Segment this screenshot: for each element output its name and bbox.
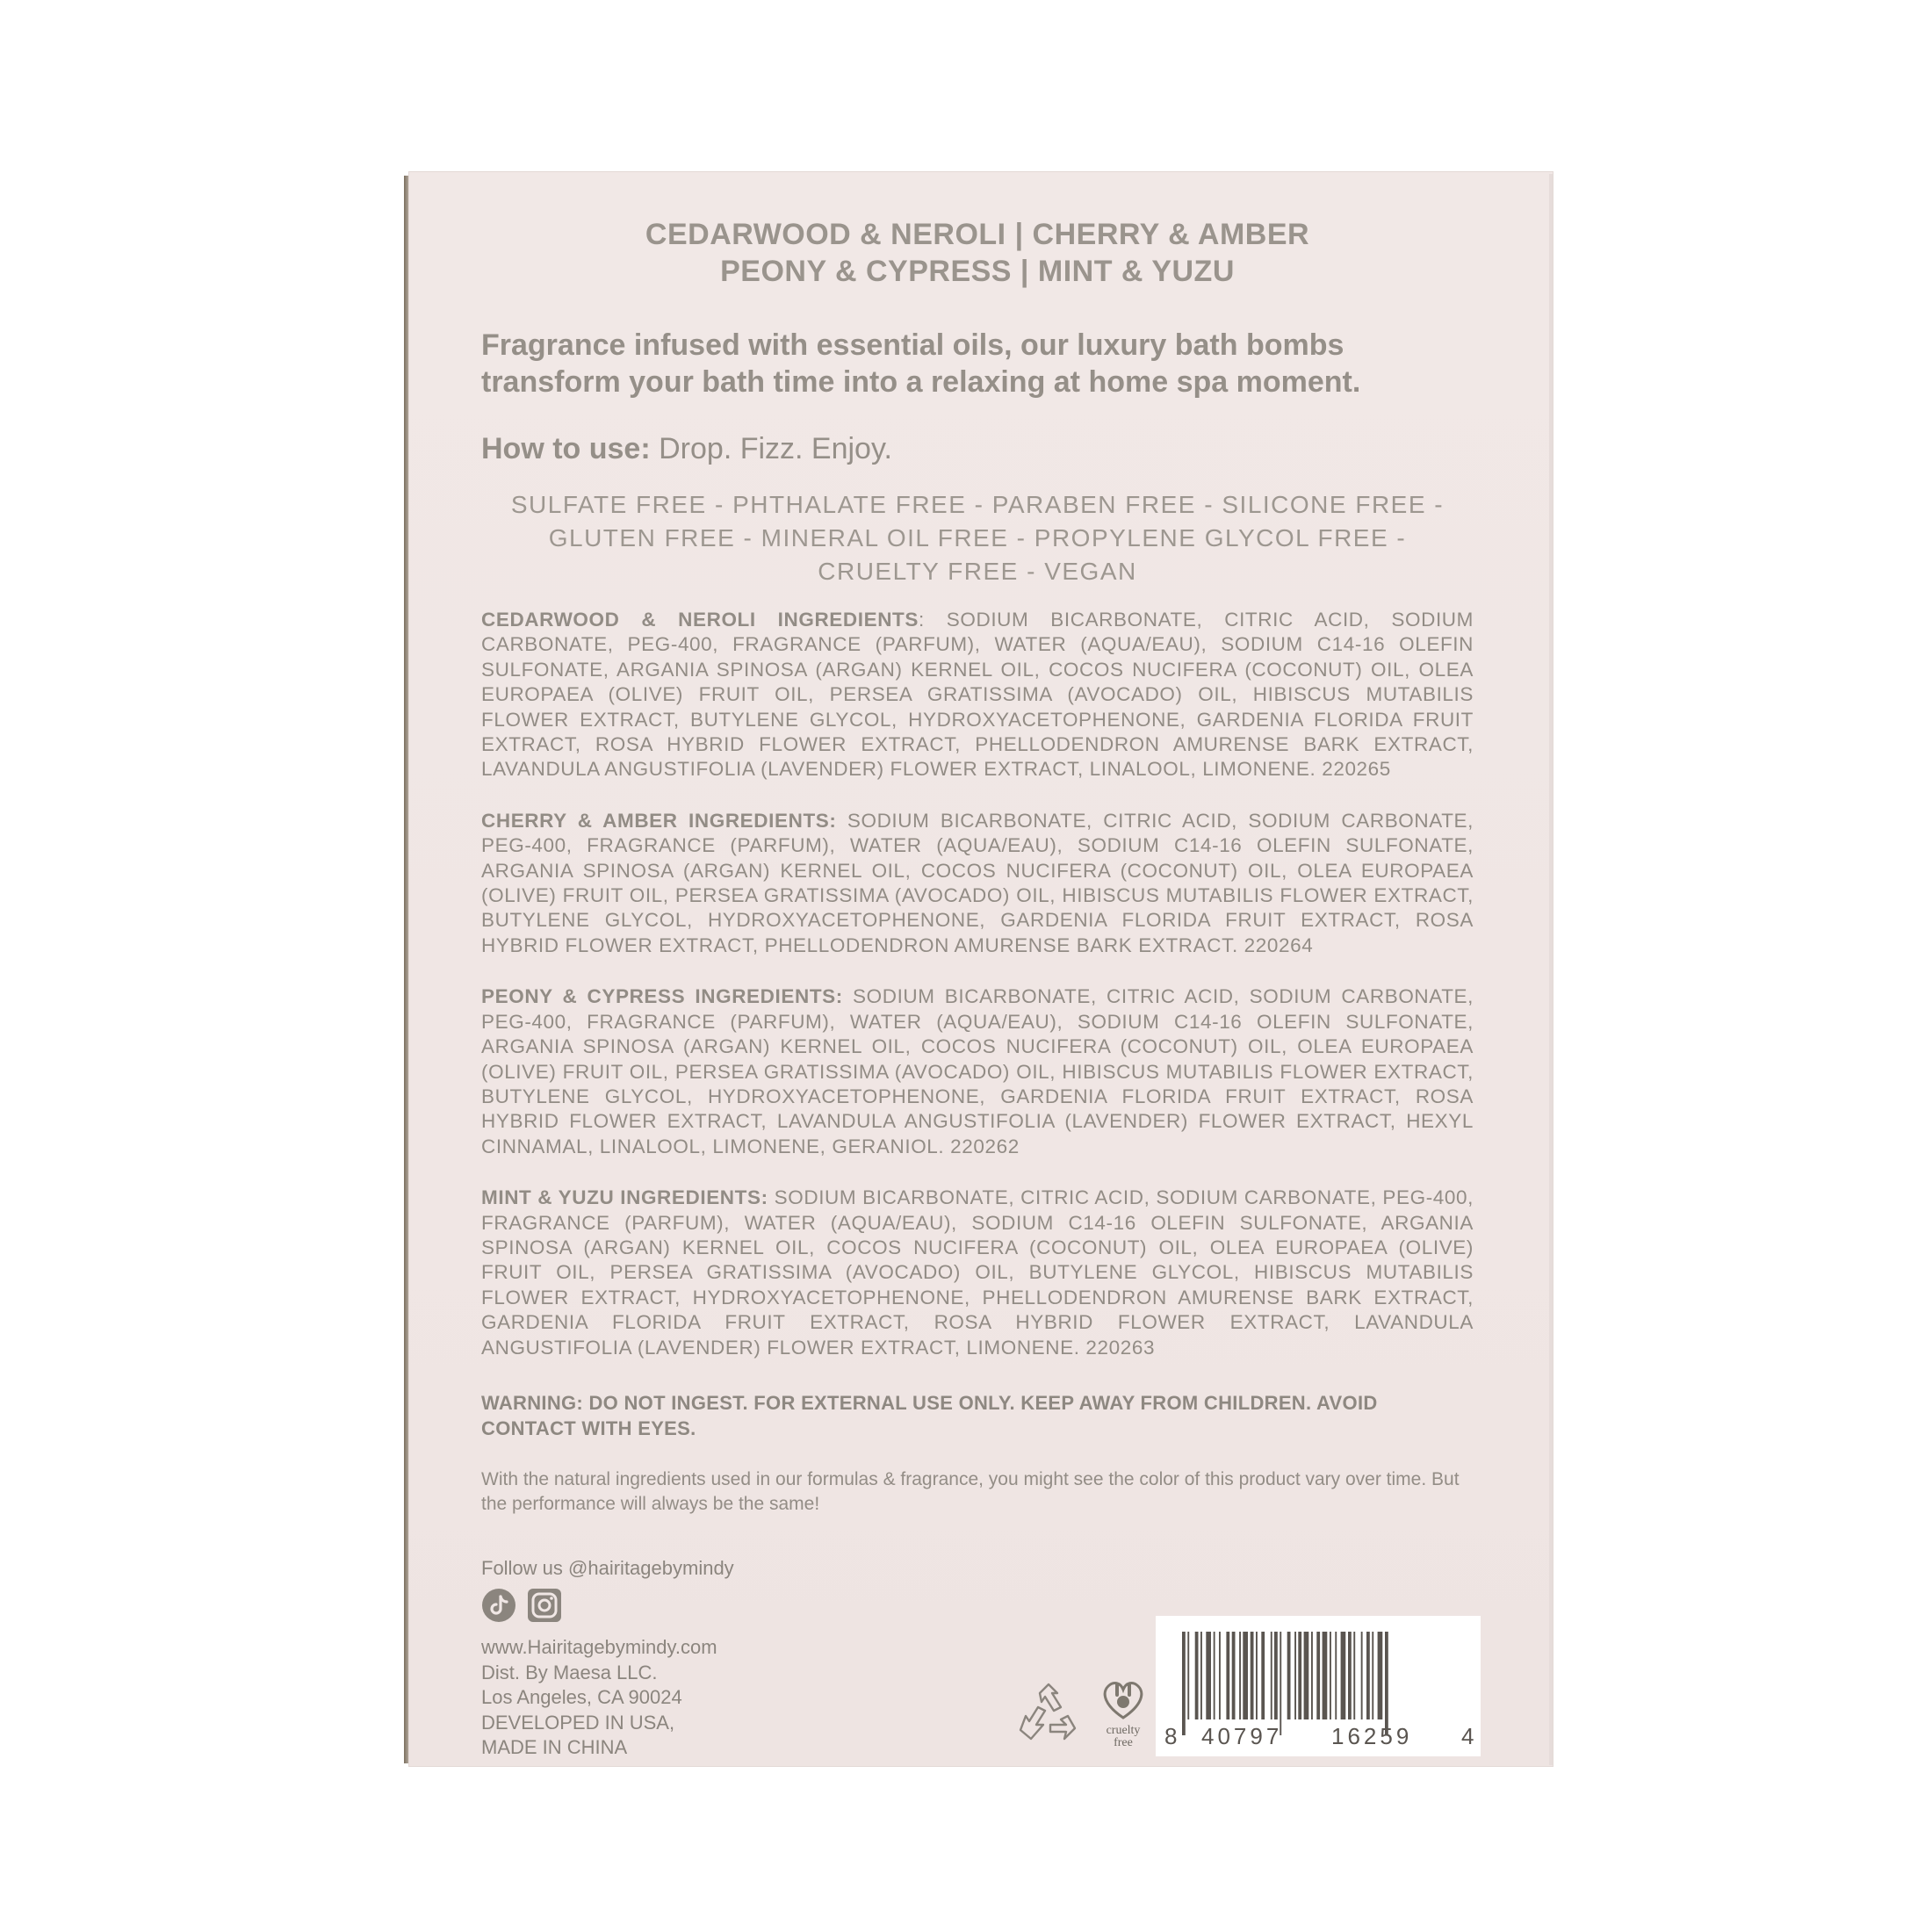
made-in: MADE IN CHINA — [481, 1736, 628, 1758]
barcode-bar — [1294, 1632, 1296, 1719]
barcode-bar — [1206, 1632, 1211, 1719]
barcode-bar — [1274, 1632, 1278, 1719]
recycle-icon — [1015, 1681, 1082, 1748]
barcode-bar — [1243, 1632, 1248, 1719]
barcode-bar — [1298, 1632, 1301, 1719]
free-from-line-2: GLUTEN FREE - MINERAL OIL FREE - PROPYLENE GLYCOL FREE - — [548, 524, 1407, 551]
ingredients-cedarwood-neroli — [481, 608, 1474, 782]
barcode-last-digit: 4 — [1461, 1723, 1474, 1749]
barcode-bar — [1361, 1632, 1363, 1719]
barcode-bar — [1348, 1632, 1352, 1719]
developed-in: DEVELOPED IN USA, — [481, 1711, 675, 1734]
follow-us: Follow us @hairitagebymindy — [481, 1557, 734, 1579]
barcode-bar — [1261, 1632, 1265, 1719]
product-box-back — [409, 172, 1553, 1766]
ingredients-cherry-amber — [481, 809, 1474, 958]
barcode-bar — [1271, 1632, 1272, 1719]
city: Los Angeles, CA 90024 — [481, 1686, 682, 1708]
ingredients-mint-yuzu — [481, 1186, 1474, 1360]
barcode — [1156, 1616, 1481, 1756]
scent-list — [481, 216, 1474, 290]
barcode-bar — [1239, 1632, 1241, 1719]
ingredients-text: SODIUM BICARBONATE, CITRIC ACID, SODIUM CARBONATE, PEG-400, FRAGRANCE (PARFUM), WATER (AQUA/EAU), SODIUM C14-16 OLEFIN SULFONATE, ARGANIA SPINOSA (ARGAN) KERNEL OIL, COCOS NUCIFERA (COCONUT) OIL, OLEA EUROPAEA (OLIVE) FRUIT OIL, PERSEA GRATISSIMA (AVOCADO) OIL, BUTYLENE GLYCOL, HIBISCUS MUTABILIS FLOWER EXTRACT, HYDROXYACETOPHENONE, PHELLODENDRON AMURENSE BARK EXTRACT, GARDENIA FLORIDA FRUIT EXTRACT, ROSA HYBRID FLOWER EXTRACT, LAVANDULA ANGUSTIFOLIA (LAVENDER) FLOWER EXTRACT, LIMONENE. 220263 — [481, 1186, 1474, 1359]
distributor: Dist. By Maesa LLC. — [481, 1661, 658, 1683]
free-from-line-1: SULFATE FREE - PHTHALATE FREE - PARABEN FREE - SILICONE FREE - — [510, 491, 1445, 518]
barcode-bar — [1251, 1632, 1254, 1719]
cruelty-free-badge — [1096, 1674, 1150, 1753]
barcode-bar — [1287, 1632, 1291, 1719]
barcode-bar — [1280, 1632, 1281, 1735]
cruelty-line-2: free — [1114, 1736, 1133, 1749]
instagram-icon — [527, 1588, 562, 1623]
barcode-digits — [1156, 1723, 1481, 1751]
box-right-edge — [1549, 174, 1553, 1765]
barcode-bar — [1226, 1632, 1229, 1719]
barcode-bar — [1219, 1632, 1221, 1719]
barcode-right-group: 16259 — [1331, 1723, 1413, 1749]
barcode-bar — [1256, 1632, 1258, 1719]
barcode-bar — [1353, 1632, 1355, 1719]
barcode-bar — [1316, 1632, 1320, 1719]
ingredients-label: CEDARWOOD & NEROLI INGREDIENTS — [481, 609, 919, 631]
barcode-bar — [1366, 1632, 1370, 1719]
ingredients-label: CHERRY & AMBER INGREDIENTS: — [481, 809, 837, 832]
barcode-left-group: 40797 — [1201, 1723, 1283, 1749]
barcode-bar — [1182, 1632, 1186, 1735]
label-content — [481, 216, 1474, 1517]
barcode-bar — [1200, 1632, 1202, 1719]
scent-line-2: PEONY & CYPRESS | MINT & YUZU — [720, 255, 1235, 288]
ingredients-text: SODIUM BICARBONATE, CITRIC ACID, SODIUM CARBONATE, PEG-400, FRAGRANCE (PARFUM), WATER (AQUA/EAU), SODIUM C14-16 OLEFIN SULFONATE, ARGANIA SPINOSA (ARGAN) KERNEL OIL, COCOS NUCIFERA (COCONUT) OIL, OLEA EUROPAEA (OLIVE) FRUIT OIL, PERSEA GRATISSIMA (AVOCADO) OIL, HIBISCUS MUTABILIS FLOWER EXTRACT, BUTYLENE GLYCOL, HYDROXYACETOPHENONE, GARDENIA FLORIDA FRUIT EXTRACT, ROSA HYBRID FLOWER EXTRACT, LAVANDULA ANGUSTIFOLIA (LAVENDER) FLOWER EXTRACT, HEXYL CINNAMAL, LINALOOL, LIMONENE, GERANIOL. 220262 — [481, 985, 1474, 1157]
barcode-bar — [1385, 1632, 1388, 1735]
barcode-bar — [1195, 1632, 1199, 1719]
cruelty-line-1: cruelty — [1106, 1724, 1141, 1737]
company-info — [481, 1635, 717, 1761]
barcode-bar — [1323, 1632, 1328, 1719]
free-from-line-3: CRUELTY FREE - VEGAN — [818, 558, 1137, 585]
barcode-bar — [1214, 1632, 1215, 1719]
tiktok-icon — [481, 1588, 516, 1623]
website: www.Hairitagebymindy.com — [481, 1636, 717, 1658]
how-to-use — [481, 430, 1474, 467]
barcode-bar — [1378, 1632, 1383, 1719]
barcode-bar — [1341, 1632, 1346, 1719]
barcode-bar — [1232, 1632, 1236, 1719]
tagline: Fragrance infused with essential oils, our luxury bath bombs transform your bath time into a relaxing at home spa moment. — [481, 328, 1361, 399]
ingredients-peony-cypress — [481, 984, 1474, 1159]
ingredients-text: SODIUM BICARBONATE, CITRIC ACID, SODIUM CARBONATE, PEG-400, FRAGRANCE (PARFUM), WATER (AQUA/EAU), SODIUM C14-16 OLEFIN SULFONATE, ARGANIA SPINOSA (ARGAN) KERNEL OIL, COCOS NUCIFERA (COCONUT) OIL, OLEA EUROPAEA (OLIVE) FRUIT OIL, PERSEA GRATISSIMA (AVOCADO) OIL, HIBISCUS MUTABILIS FLOWER EXTRACT, BUTYLENE GLYCOL, HYDROXYACETOPHENONE, GARDENIA FLORIDA FRUIT EXTRACT, ROSA HYBRID FLOWER EXTRACT, PHELLODENDRON AMURENSE BARK EXTRACT. 220264 — [481, 809, 1474, 956]
how-to-use-text: Drop. Fizz. Enjoy. — [650, 432, 892, 465]
barcode-bar — [1311, 1632, 1313, 1719]
barcode-bar — [1330, 1632, 1331, 1719]
free-from-claims — [481, 488, 1474, 588]
ingredients-label: MINT & YUZU INGREDIENTS: — [481, 1186, 768, 1209]
ingredients-text: : SODIUM BICARBONATE, CITRIC ACID, SODIUM CARBONATE, PEG-400, FRAGRANCE (PARFUM), WATER (AQUA/EAU), SODIUM C14-16 OLEFIN SULFONATE, ARGANIA SPINOSA (ARGAN) KERNEL OIL, COCOS NUCIFERA (COCONUT) OIL, OLEA EUROPAEA (OLIVE) FRUIT OIL, PERSEA GRATISSIMA (AVOCADO) OIL, HIBISCUS MUTABILIS FLOWER EXTRACT, BUTYLENE GLYCOL, HYDROXYACETOPHENONE, GARDENIA FLORIDA FRUIT EXTRACT, ROSA HYBRID FLOWER EXTRACT, PHELLODENDRON AMURENSE BARK EXTRACT, LAVANDULA ANGUSTIFOLIA (LAVENDER) FLOWER EXTRACT, LINALOOL, LIMONENE. 220265 — [481, 609, 1474, 781]
color-variation-note: With the natural ingredients used in our formulas & fragrance, you might see the color of this product vary over time. But the performance will always be the same! — [481, 1468, 1460, 1514]
ingredients-label: PEONY & CYPRESS INGREDIENTS: — [481, 985, 843, 1008]
how-to-use-label: How to use: — [481, 432, 651, 465]
barcode-bar — [1304, 1632, 1309, 1719]
barcode-first-digit: 8 — [1164, 1723, 1178, 1749]
barcode-bar — [1187, 1632, 1189, 1719]
social-icons — [481, 1588, 562, 1623]
warning-text: WARNING: DO NOT INGEST. FOR EXTERNAL USE ONLY. KEEP AWAY FROM CHILDREN. AVOID CONTACT WITH EYES. — [481, 1391, 1378, 1439]
scent-line-1: CEDARWOOD & NEROLI | CHERRY & AMBER — [645, 218, 1310, 251]
barcode-bar — [1372, 1632, 1373, 1719]
barcode-bar — [1335, 1632, 1337, 1719]
